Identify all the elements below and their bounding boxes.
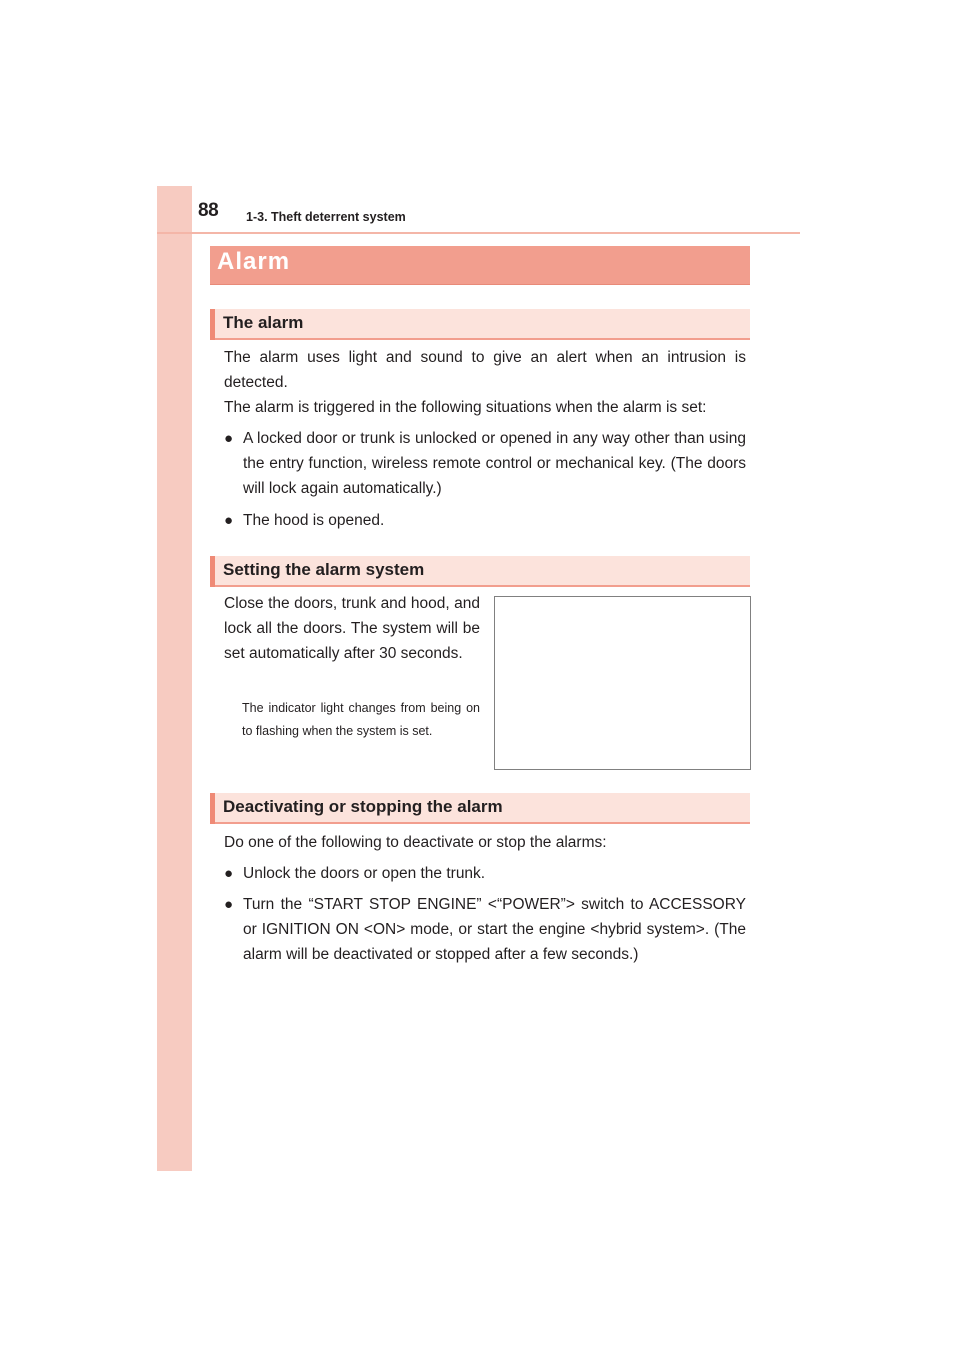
- deactivate-bullet-2-text: Turn the “START STOP ENGINE” <“POWER”> switch to ACCESSORY or IGNITION ON <ON> mode, or start the engine <hybrid system>. (The alarm will be deactivated or stopped after a few seconds.): [243, 896, 746, 963]
- alarm-description: The alarm uses light and sound to give an alert when an intrusion is detected.: [224, 349, 746, 391]
- deactivate-bullet-2: [224, 892, 746, 967]
- bullet-icon: ●: [224, 512, 234, 529]
- side-tab-band: [157, 186, 192, 1171]
- heading-the-alarm: [210, 309, 750, 340]
- setting-instructions: Close the doors, trunk and hood, and lock all the doors. The system will be set automatically after 30 seconds.: [224, 595, 480, 662]
- alarm-trigger-intro: The alarm is triggered in the following situations when the alarm is set:: [224, 399, 707, 416]
- heading-deactivating-alarm-text: Deactivating or stopping the alarm: [223, 797, 503, 816]
- heading-the-alarm-text: The alarm: [223, 313, 304, 332]
- bullet-icon: ●: [224, 865, 234, 882]
- heading-setting-alarm: [210, 556, 750, 587]
- indicator-light-figure: [494, 596, 751, 770]
- bullet-icon: ●: [224, 896, 234, 913]
- deactivate-bullet-1: [224, 861, 746, 886]
- deactivate-bullet-1-text: Unlock the doors or open the trunk.: [243, 865, 486, 882]
- indicator-note: The indicator light changes from being on to flashing when the system is set.: [242, 701, 480, 738]
- section-reference: 1-3. Theft deterrent system: [246, 210, 406, 224]
- trigger-bullet-2-text: The hood is opened.: [243, 512, 385, 529]
- page-title: Alarm: [217, 248, 291, 275]
- trigger-bullet-2: [224, 508, 746, 533]
- deactivate-intro: Do one of the following to deactivate or stop the alarms:: [224, 834, 607, 851]
- title-bar: [210, 246, 750, 285]
- heading-setting-alarm-text: Setting the alarm system: [223, 560, 425, 579]
- header-rule: [157, 232, 800, 234]
- page-number: 88: [198, 200, 219, 221]
- bullet-icon: ●: [224, 430, 234, 447]
- trigger-bullet-1-text: A locked door or trunk is unlocked or opened in any way other than using the entry function, wireless remote control or mechanical key. (The doors will lock again automatically.): [243, 430, 746, 497]
- heading-deactivating-alarm: [210, 793, 750, 824]
- trigger-bullet-1: [224, 426, 746, 501]
